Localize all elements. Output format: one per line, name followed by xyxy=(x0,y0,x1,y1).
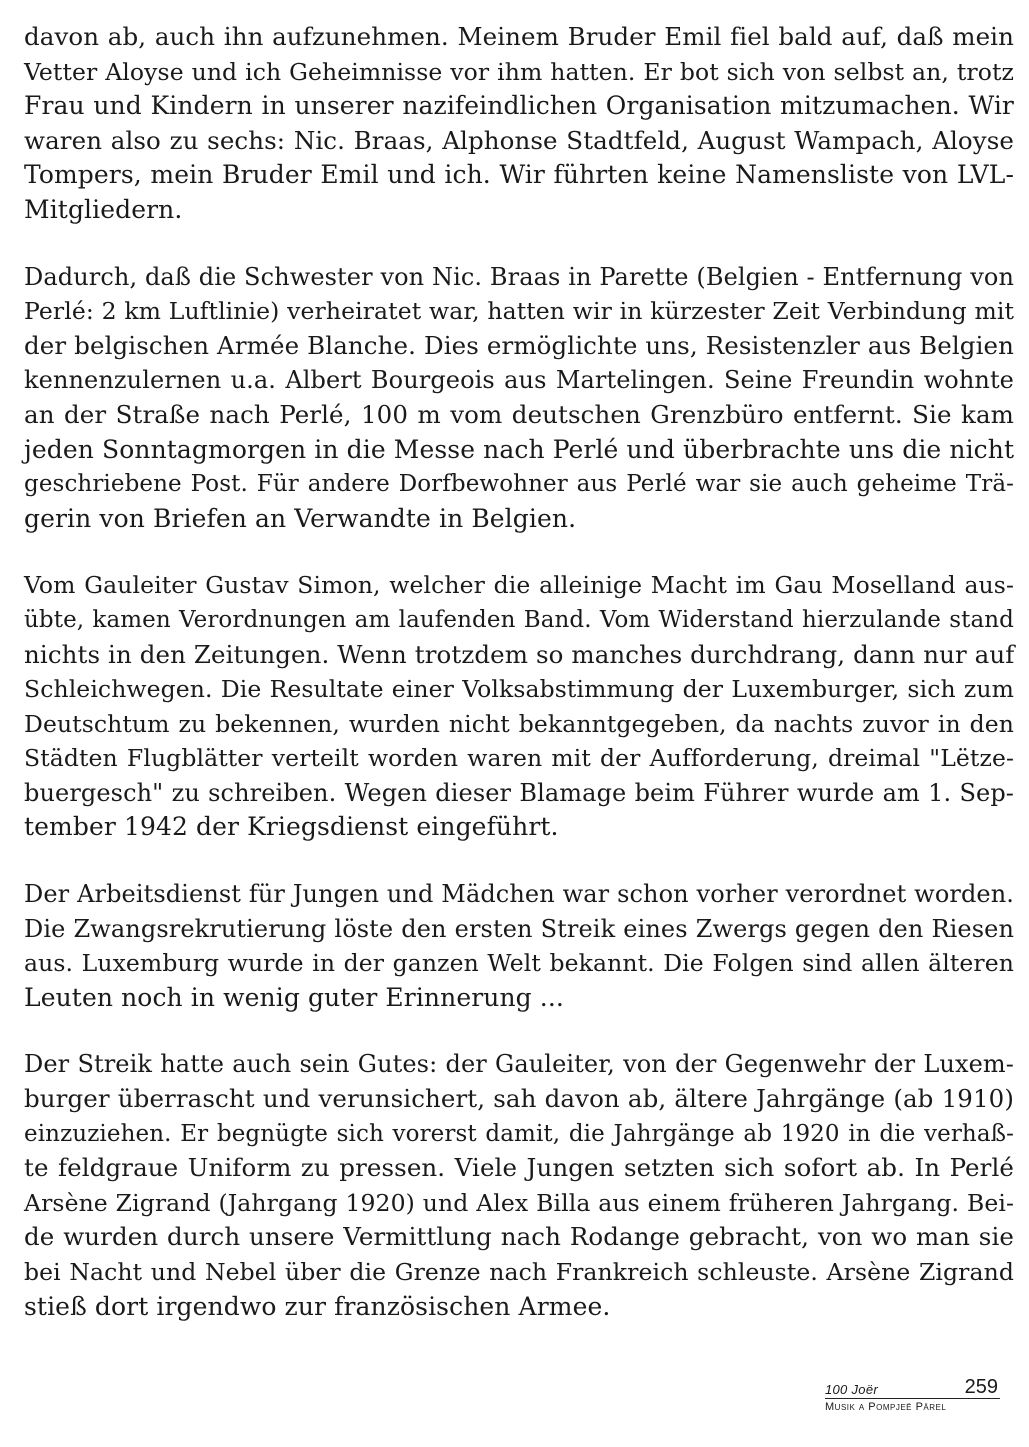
page-number: 259 xyxy=(964,1376,998,1398)
text-line: jeden Sonntagmorgen in die Messe nach Perlé und überbrachte uns die nicht xyxy=(24,434,1015,464)
text-line: Vetter Aloyse und ich Geheimnisse vor ihm hatten. Er bot sich von selbst an, trotz xyxy=(24,57,1014,86)
text-line: der belgischen Armée Blanche. Dies ermöglichte uns, Resistenzler aus Belgien xyxy=(24,330,1014,360)
paragraph-2 xyxy=(24,260,1014,537)
paragraph-1 xyxy=(24,20,1014,228)
page-footer xyxy=(825,1377,1000,1413)
text-line: Der Arbeitsdienst für Jungen und Mädchen war schon vorher verordnet worden. xyxy=(24,880,1014,909)
text-line: Städten Flugblätter verteilt worden waren mit der Aufforderung, dreimal "Lëtze- xyxy=(24,744,1014,773)
text-line: geschriebene Post. Für andere Dorfbewohner aus Perlé war sie auch geheime Trä- xyxy=(24,471,1014,498)
text-line: Leuten noch in wenig guter Erinnerung ... xyxy=(24,982,564,1012)
text-line: Arsène Zigrand (Jahrgang 1920) und Alex Billa aus einem früheren Jahrgang. Bei- xyxy=(24,1188,1014,1217)
text-line: Deutschtum zu bekennen, wurden nicht bekanntgegeben, da nachts zuvor in den xyxy=(24,709,1014,738)
text-line: burger überrascht und verunsichert, sah davon ab, ältere Jahrgänge (ab 1910) xyxy=(24,1084,1014,1114)
text-line: Vom Gauleiter Gustav Simon, welcher die alleinige Macht im Gau Moselland aus- xyxy=(24,571,1014,600)
text-line: Perlé: 2 km Luftlinie) verheiratet war, hatten wir in kürzester Zeit Verbindung mit xyxy=(24,297,1014,326)
text-line: Die Zwangsrekrutierung löste den ersten Streik eines Zwergs gegen den Riesen xyxy=(24,914,1014,943)
text-line: gerin von Briefen an Verwandte in Belgien. xyxy=(24,503,577,533)
text-line: übte, kamen Verordnungen am laufenden Band. Vom Widerstand hierzulande stand xyxy=(24,606,1014,633)
text-line: Mitgliedern. xyxy=(24,194,183,224)
text-line: de wurden durch unsere Vermittlung nach Rodange gebracht, von wo man sie xyxy=(24,1222,1014,1252)
text-line: Tompers, mein Bruder Emil und ich. Wir führten keine Namensliste von LVL- xyxy=(24,160,1014,190)
text-line: Dadurch, daß die Schwester von Nic. Braas in Parette (Belgien - Entfernung von xyxy=(24,262,1014,291)
text-line: stieß dort irgendwo zur französischen Armee. xyxy=(24,1291,611,1321)
text-line: davon ab, auch ihn aufzunehmen. Meinem Bruder Emil fiel bald auf, daß mein xyxy=(24,22,1014,51)
text-line: bei Nacht und Nebel über die Grenze nach Frankreich schleuste. Arsène Zigrand xyxy=(24,1258,1014,1286)
text-line: Frau und Kindern in unserer nazifeindlichen Organisation mitzumachen. Wir xyxy=(24,91,1014,121)
text-line: einzuziehen. Er begnügte sich vorerst damit, die Jahrgänge ab 1920 in die verhaß- xyxy=(24,1120,1014,1147)
text-line: aus. Luxemburg wurde in der ganzen Welt bekannt. Die Folgen sind allen älteren xyxy=(24,949,1014,978)
footer-top-row xyxy=(825,1377,1000,1399)
text-line: buergesch" zu schreiben. Wegen dieser Blamage beim Führer wurde am 1. Sep- xyxy=(24,778,1014,807)
body-text xyxy=(24,20,1014,1356)
paragraph-3 xyxy=(24,568,1014,845)
footer-organization: Musik a Pompjeë Pärel xyxy=(825,1401,947,1413)
text-line: tember 1942 der Kriegsdienst eingeführt. xyxy=(24,812,559,842)
text-line: an der Straße nach Perlé, 100 m vom deutschen Grenzbüro entfernt. Sie kam xyxy=(24,399,1014,429)
paragraph-5 xyxy=(24,1047,1014,1324)
paragraph-4 xyxy=(24,877,1014,1015)
text-line: Der Streik hatte auch sein Gutes: der Gauleiter, von der Gegenwehr der Luxem- xyxy=(24,1050,1014,1079)
text-line: nichts in den Zeitungen. Wenn trotzdem so manches durchdrang, dann nur auf xyxy=(24,639,1015,669)
text-line: Schleichwegen. Die Resultate einer Volksabstimmung der Luxemburger, sich zum xyxy=(24,675,1014,704)
text-line: te feldgraue Uniform zu pressen. Viele Jungen setzten sich sofort ab. In Perlé xyxy=(24,1153,1014,1183)
text-line: kennenzulernen u.a. Albert Bourgeois aus Martelingen. Seine Freundin wohnte xyxy=(24,366,1014,395)
footer-series-title: 100 Joër xyxy=(825,1382,878,1397)
text-line: waren also zu sechs: Nic. Braas, Alphonse Stadtfeld, August Wampach, Aloyse xyxy=(24,125,1014,155)
